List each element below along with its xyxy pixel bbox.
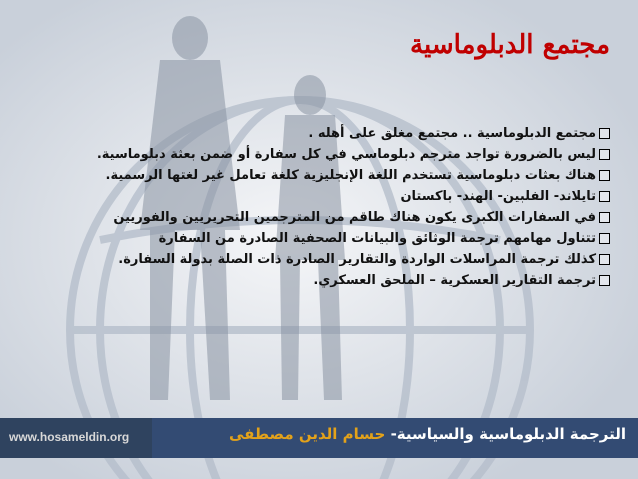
bullet-text: كذلك ترجمة المراسلات الواردة والتقارير الصادرة ذات الصلة بدولة السفارة. — [118, 252, 596, 267]
bullet-text: مجتمع الدبلوماسية .. مجتمع مغلق على أهله . — [308, 126, 596, 141]
website-link[interactable]: www.hosameldin.org — [9, 430, 130, 444]
author-name: حسام الدين مصطفى — [228, 425, 386, 443]
footer-website-panel — [0, 418, 152, 458]
bullet-text: ليس بالضرورة تواجد مترجم دبلوماسي في كل سفارة أو ضمن بعثة دبلوماسية. — [96, 147, 596, 162]
course-title: الترجمة الدبلوماسية والسياسية- — [390, 425, 626, 443]
checkbox-bullet-icon — [599, 233, 610, 244]
list-item — [90, 186, 610, 207]
bullet-text: في السفارات الكبرى يكون هناك طاقم من المترجمين التحريريين والفوريين — [113, 210, 596, 225]
footer-bar — [0, 418, 638, 458]
bullet-text: ترجمة التقارير العسكرية – الملحق العسكري. — [313, 273, 596, 288]
footer-title-panel — [152, 418, 638, 458]
checkbox-bullet-icon — [599, 170, 610, 181]
checkbox-bullet-icon — [599, 275, 610, 286]
footer-title — [229, 425, 626, 443]
bullet-text: تايلاند- الفلبين- الهند- باكستان — [400, 189, 596, 204]
list-item — [90, 144, 610, 165]
checkbox-bullet-icon — [599, 191, 610, 202]
checkbox-bullet-icon — [599, 128, 610, 139]
checkbox-bullet-icon — [599, 254, 610, 265]
bullet-text: تتناول مهامهم ترجمة الوثائق والبيانات الصحفية الصادرة من السفارة — [158, 231, 596, 246]
list-item — [90, 270, 610, 291]
checkbox-bullet-icon — [599, 212, 610, 223]
slide-title: مجتمع الدبلوماسية — [410, 30, 610, 60]
list-item — [90, 249, 610, 270]
list-item — [90, 165, 610, 186]
checkbox-bullet-icon — [599, 149, 610, 160]
list-item — [90, 123, 610, 144]
list-item — [90, 228, 610, 249]
list-item — [90, 207, 610, 228]
bullet-text: هناك بعثات دبلوماسية تستخدم اللغة الإنجليزية كلغة تعامل غير لغتها الرسمية. — [105, 168, 596, 183]
bullet-list — [90, 123, 610, 291]
